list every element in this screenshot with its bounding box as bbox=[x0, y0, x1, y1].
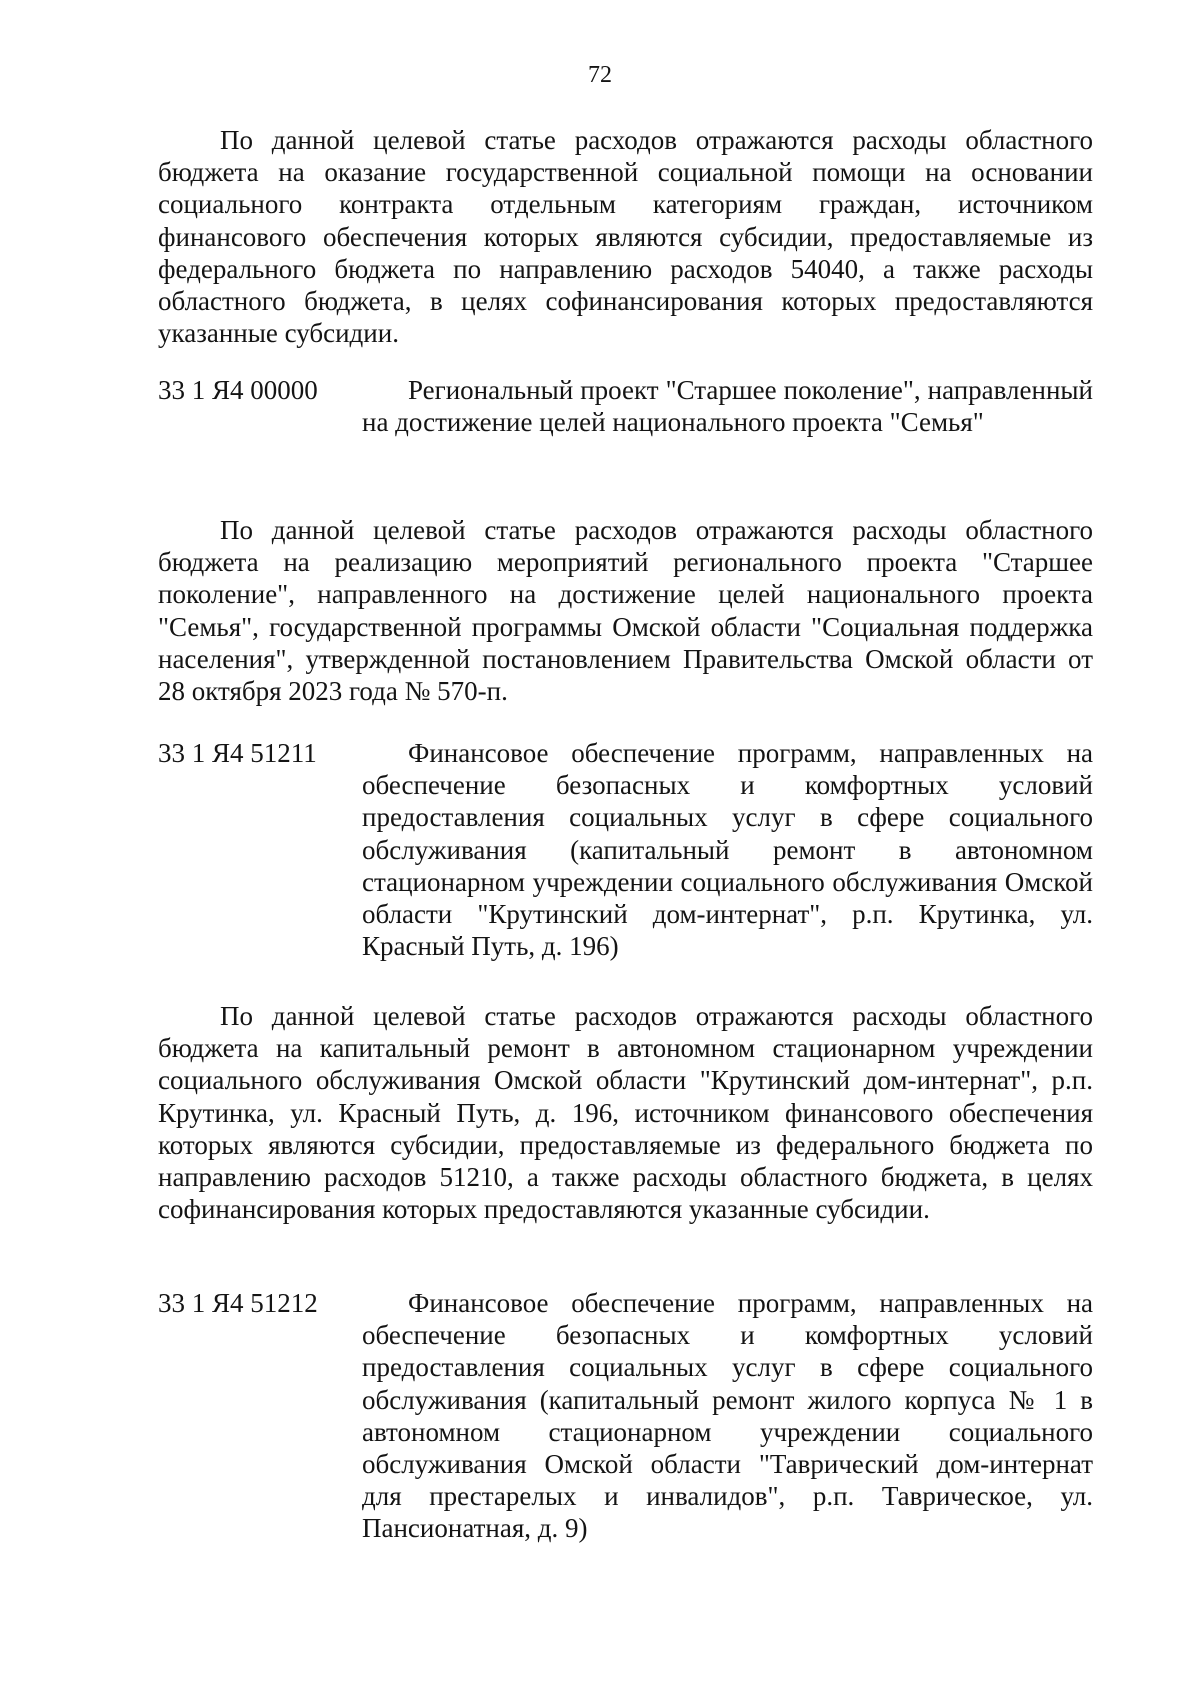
paragraph-social-contract: По данной целевой статье расходов отражаются расходы областного бюджета на оказание государственной социальной помощи на основании социального контракта отдельным категориям граждан, источником финансового обеспечения которых являются субсидии, предоставляемые из федерального бюджета по направлению расходов 54040, а также расходы областного бюджета, в целях софинансирования которых предоставляются указанные субсидии. bbox=[158, 125, 1093, 349]
budget-entry-title: Финансовое обеспечение программ, направленных на обеспечение безопасных и комфортных условий предоставления социальных услуг в сфере социального обслуживания (капитальный ремонт в автономном стационарном учреждении социального обслуживания Омской области "Крутинский дом-интернат", р.п. Крутинка, ул. Красный Путь, д. 196) bbox=[362, 738, 1093, 962]
paragraph-senior-generation: По данной целевой статье расходов отражаются расходы областного бюджета на реализацию мероприятий регионального проекта "Старшее поколение", направленного на достижение целей национального проекта "Семья", государственной программы Омской области "Социальная поддержка населения", утвержденной постановлением Правительства Омской области от 28 октября 2023 года № 570-п. bbox=[158, 515, 1093, 707]
budget-code: 33 1 Я4 51212 bbox=[158, 1288, 318, 1318]
paragraph-krutinsky-repair: По данной целевой статье расходов отражаются расходы областного бюджета на капитальный ремонт в автономном стационарном учреждении социального обслуживания Омской области "Крутинский дом-интернат", р.п. Крутинка, ул. Красный Путь, д. 196, источником финансового обеспечения которых являются субсидии, предоставляемые из федерального бюджета по направлению расходов 51210, а также расходы областного бюджета, в целях софинансирования которых предоставляются указанные субсидии. bbox=[158, 1001, 1093, 1225]
page-number: 72 bbox=[588, 62, 612, 88]
budget-entry-33-1-ya4-00000 bbox=[158, 374, 1093, 438]
budget-code: 33 1 Я4 00000 bbox=[158, 375, 318, 405]
budget-entry-title: Региональный проект "Старшее поколение", направленный на достижение целей национального проекта "Семья" bbox=[362, 375, 1093, 438]
budget-entry-33-1-ya4-51211 bbox=[158, 737, 1093, 962]
budget-entry-title: Финансовое обеспечение программ, направленных на обеспечение безопасных и комфортных условий предоставления социальных услуг в сфере социального обслуживания (капитальный ремонт жилого корпуса № 1 в автономном стационарном учреждении социального обслуживания Омской области "Таврический дом-интернат для престарелых и инвалидов", р.п. Таврическое, ул. Пансионатная, д. 9) bbox=[362, 1288, 1093, 1544]
budget-entry-33-1-ya4-51212 bbox=[158, 1287, 1093, 1545]
budget-code: 33 1 Я4 51211 bbox=[158, 738, 317, 768]
